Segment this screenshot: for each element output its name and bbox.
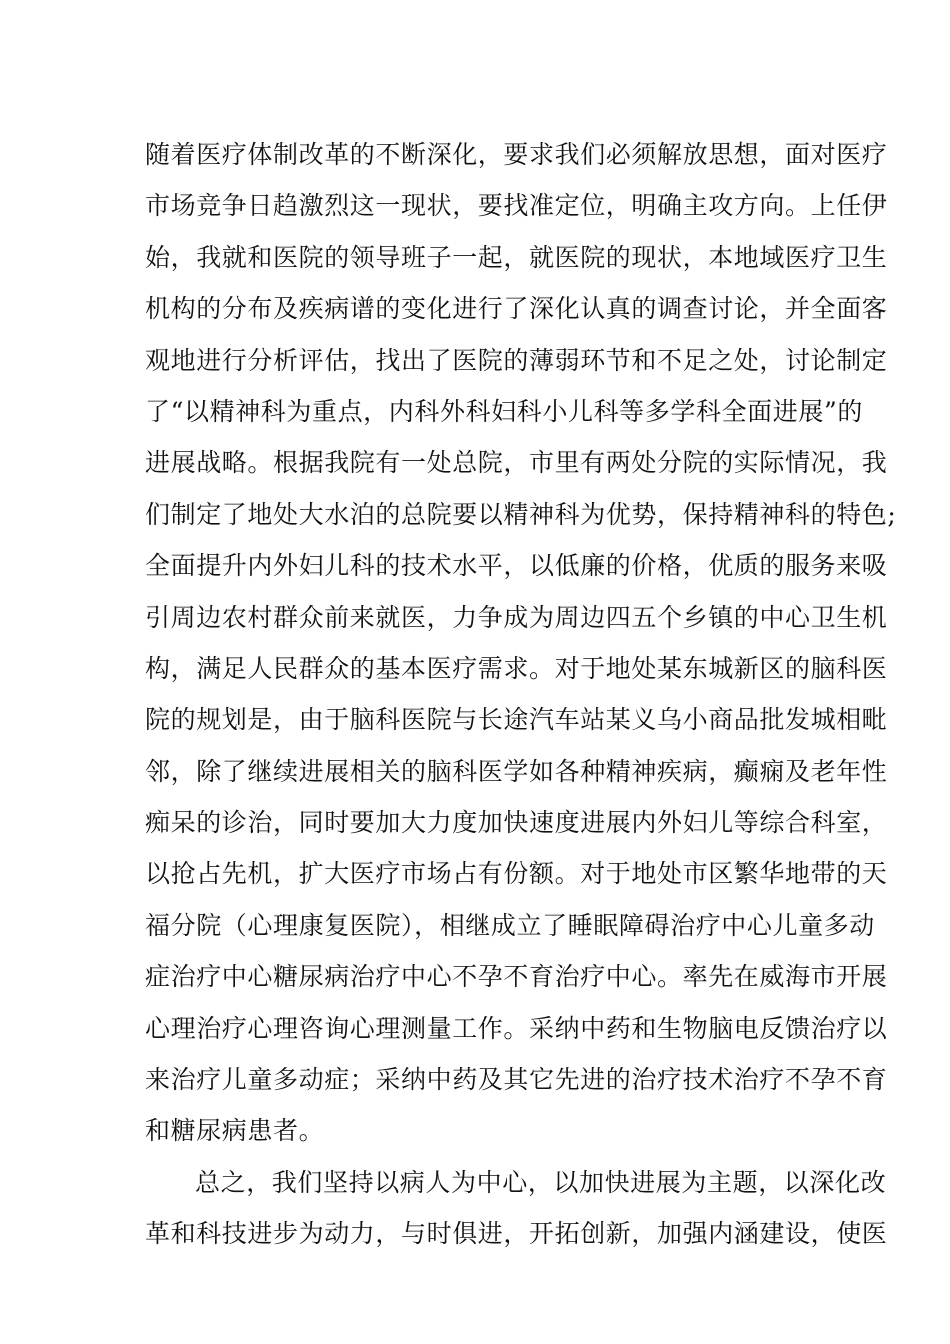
- paragraph-1: [145, 129, 897, 1157]
- text-line: 痴呆的诊治，同时要加大力度加快速度进展内外妇儿等综合科室，: [145, 808, 888, 838]
- text-line: 全面提升内外妇儿科的技术水平，以低廉的价格，优质的服务来吸: [145, 551, 888, 581]
- text-line: 院的规划是，由于脑科医院与长途汽车站某义乌小商品批发城相毗: [145, 705, 888, 735]
- text-line: 进展战略。根据我院有一处总院，市里有两处分院的实际情况，我: [145, 448, 888, 478]
- text-line: 福分院（心理康复医院），相继成立了睡眠障碍治疗中心儿童多动: [145, 910, 875, 940]
- text-line: 构，满足人民群众的基本医疗需求。对于地处某东城新区的脑科医: [145, 653, 888, 683]
- text-line: 始，我就和医院的领导班子一起，就医院的现状，本地域医疗卫生: [145, 242, 888, 272]
- text-line: 症治疗中心糖尿病治疗中心不孕不育治疗中心。率先在威海市开展: [145, 962, 888, 992]
- text-line: 机构的分布及疾病谱的变化进行了深化认真的调查讨论，并全面客: [145, 294, 888, 324]
- text-line-first: 总之，我们坚持以病人为中心，以加快进展为主题，以深化改: [195, 1167, 887, 1197]
- text-line-last: 和糖尿病患者。: [145, 1116, 325, 1146]
- text-line: 引周边农村群众前来就医，力争成为周边四五个乡镇的中心卫生机: [145, 602, 888, 632]
- body-text: [145, 129, 897, 1260]
- text-line: 观地进行分析评估，找出了医院的薄弱环节和不足之处，讨论制定: [145, 345, 888, 375]
- text-line: 们制定了地处大水泊的总院要以精神科为优势，保持精神科的特色;: [145, 499, 897, 529]
- text-line: 来治疗儿童多动症；采纳中药及其它先进的治疗技术治疗不孕不育: [145, 1065, 888, 1095]
- paragraph-2: [145, 1157, 888, 1260]
- text-line: 以抢占先机，扩大医疗市场占有份额。对于地处市区繁华地带的天: [145, 859, 888, 889]
- text-line: 随着医疗体制改革的不断深化，要求我们必须解放思想，面对医疗: [145, 140, 888, 169]
- text-line: 市场竞争日趋激烈这一现状，要找准定位，明确主攻方向。上任伊: [145, 191, 888, 221]
- text-line: 心理治疗心理咨询心理测量工作。采纳中药和生物脑电反馈治疗以: [145, 1013, 888, 1043]
- text-line: 革和科技进步为动力，与时俱进，开拓创新，加强内涵建设，使医: [145, 1219, 888, 1249]
- text-line: 邻，除了继续进展相关的脑科医学如各种精神疾病，癫痫及老年性: [145, 756, 888, 786]
- text-line: 了“以精神科为重点，内科外科妇科小儿科等多学科全面进展”的: [145, 396, 863, 426]
